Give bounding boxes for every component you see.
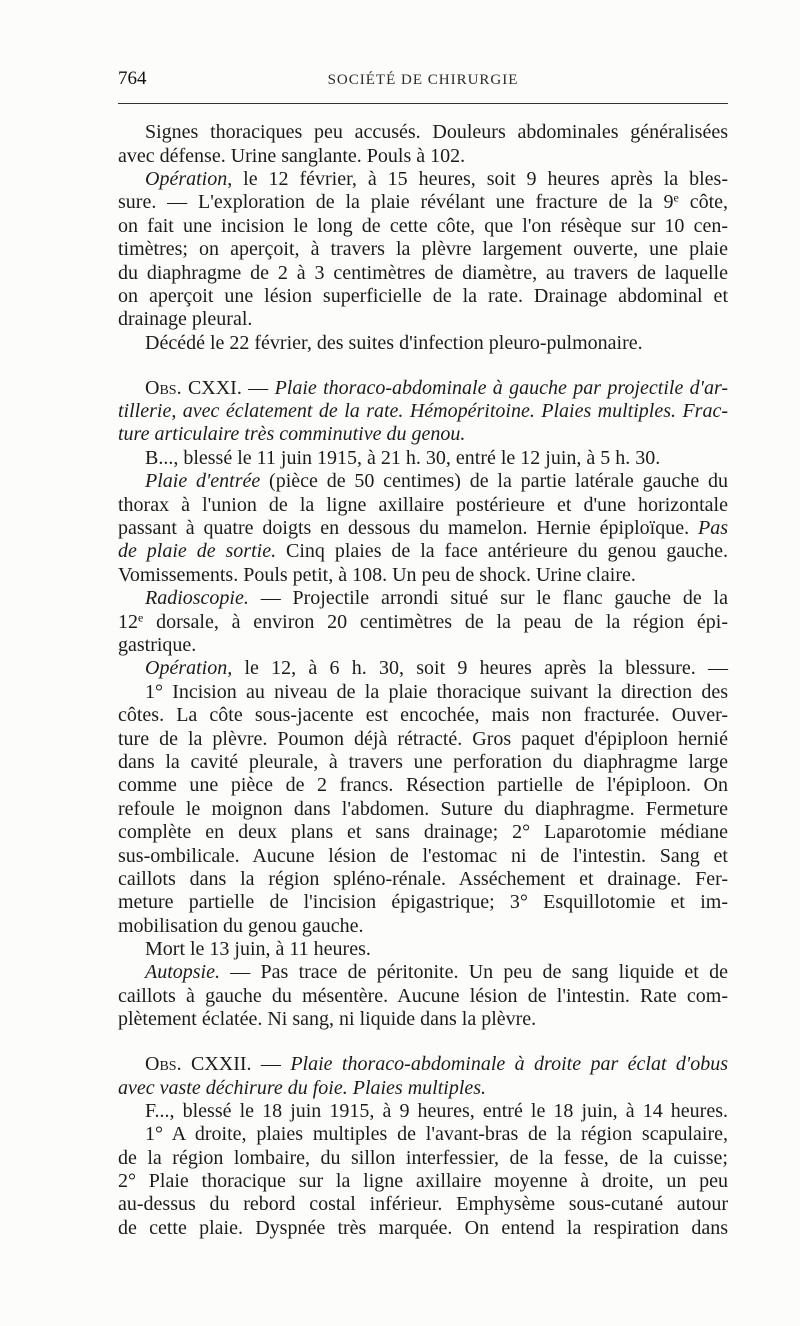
text-line — [118, 1053, 728, 1076]
text-line: Signes thoraciques peu accusés. Douleurs abdominales généralisées — [145, 121, 728, 144]
text-line: plètement éclatée. Ni sang, ni liquide dans la plèvre. — [118, 1008, 537, 1031]
paragraph — [118, 961, 728, 1031]
italic-text: de plaie de sortie. — [118, 540, 277, 563]
text-line: thorax à l'union de la ligne axillaire postérieure et d'une horizontale — [118, 493, 728, 516]
paragraph — [118, 121, 728, 168]
text-line: au-dessus du rebord costal inférieur. Emphysème sous-cutané autour — [118, 1193, 728, 1216]
observation-heading — [118, 1053, 728, 1100]
text-line — [118, 168, 728, 191]
text-line: on fait une incision le long de cette côte, que l'on résèque sur 10 cen- — [118, 214, 728, 237]
text-line: de cette plaie. Dyspnée très marquée. On entend la respiration dans — [118, 1216, 728, 1239]
text-run: , le 12 février, à 15 heures, soit 9 heures après la bles- — [227, 168, 728, 191]
text-line: complète en deux plans et sans drainage; 2° Laparotomie médiane — [118, 821, 728, 844]
text-line: ture de la plèvre. Poumon déjà rétracté. Gros paquet d'épiploon hernié — [118, 727, 728, 750]
text-line: refoule le moignon dans l'abdomen. Suture du diaphragme. Fermeture — [118, 797, 728, 820]
text-line — [118, 191, 728, 214]
paragraph — [118, 681, 728, 938]
text-line — [118, 423, 728, 446]
text-line: dans la cavité pleurale, à travers une perforation du diaphragme large — [118, 750, 728, 773]
superscript-text: e — [138, 610, 144, 625]
italic-text: ture articulaire très comminutive du genou. — [118, 423, 466, 446]
italic-text: tillerie, avec éclatement de la rate. Hémopéritoine. Plaies multiples. Frac- — [118, 400, 728, 423]
running-title: SOCIÉTÉ DE CHIRURGIE — [327, 72, 519, 88]
text-line: meture partielle de l'incision épigastrique; 3° Esquillotomie et im- — [118, 891, 728, 914]
text-line: mobilisation du genou gauche. — [118, 914, 364, 937]
small-caps-text: Obs. — [145, 1053, 182, 1076]
text-run: CXXII. — — [181, 1053, 291, 1076]
text-line — [118, 400, 728, 423]
paragraph — [118, 938, 728, 961]
italic-text: Plaie thoraco-abdominale à gauche par projectile d'ar- — [274, 376, 729, 399]
observation-section — [118, 377, 728, 1032]
italic-text: Autopsie. — [145, 961, 220, 984]
text-run: Cinq plaies de la face antérieure du genou gauche. — [276, 540, 728, 563]
italic-text: Radioscopie. — [145, 587, 249, 610]
paragraph — [118, 332, 728, 355]
observation-heading — [118, 377, 728, 447]
text-line: Mort le 13 juin, à 11 heures. — [145, 938, 371, 961]
text-run: CXXI. — — [181, 376, 275, 399]
text-run: — Projectile arrondi situé sur le flanc gauche de la — [248, 587, 728, 610]
paragraph — [118, 168, 728, 332]
paragraph — [118, 470, 728, 587]
text-line — [118, 517, 728, 540]
italic-text: Opération, — [145, 657, 233, 680]
text-line — [118, 470, 728, 493]
italic-text: Plaie thoraco-abdominale à droite par éclat d'obus — [290, 1053, 728, 1076]
text-line — [118, 611, 728, 634]
text-line: de la région lombaire, du sillon interfessier, de la fesse, de la cuisse; — [118, 1146, 728, 1169]
observation-section — [118, 1053, 728, 1240]
text-run: côte, — [678, 191, 729, 214]
text-line: côtes. La côte sous-jacente est encochée, mais non fracturée. Ouver- — [118, 704, 728, 727]
paragraph — [118, 1123, 728, 1240]
text-column — [118, 121, 728, 1240]
header-rule — [118, 103, 728, 104]
paragraph — [118, 1100, 728, 1123]
text-line: du diaphragme de 2 à 3 centimètres de diamètre, au travers de laquelle — [118, 261, 728, 284]
text-run: sure. — L'exploration de la plaie révélant une fracture de la 9 — [118, 191, 674, 214]
text-line — [118, 540, 728, 563]
superscript-text: e — [673, 190, 679, 205]
text-line: caillots dans la région spléno-rénale. Asséchement et drainage. Fer- — [118, 867, 728, 890]
text-run: 12 — [118, 610, 138, 633]
text-line: 1° Incision au niveau de la plaie thoracique suivant la direction des — [145, 680, 728, 703]
italic-text: avec vaste déchirure du foie. Plaies multiples. — [118, 1076, 487, 1099]
text-run: (pièce de 50 centimes) de la partie latérale gauche du — [260, 470, 728, 493]
text-line: sus-ombilicale. Aucune lésion de l'estomac ni de l'intestin. Sang et — [118, 844, 728, 867]
text-run: passant à quatre doigts en dessous du mamelon. Hernie épiploïque. — [118, 517, 698, 540]
italic-text: Opération — [145, 168, 228, 191]
text-line — [118, 961, 728, 984]
text-run: le 12, à 6 h. 30, soit 9 heures après la blessure. — — [232, 657, 728, 680]
text-run: dorsale, à environ 20 centimètres de la peau de la région épi- — [143, 610, 728, 633]
text-line: gastrique. — [118, 634, 197, 656]
italic-text: Pas — [698, 517, 728, 540]
paragraph — [118, 447, 728, 470]
text-line: 1° A droite, plaies multiples de l'avant-bras de la région scapulaire, — [145, 1123, 728, 1146]
text-line: comme une pièce de 2 francs. Résection partielle de l'épiploon. On — [118, 774, 728, 797]
text-line: avec défense. Urine sanglante. Pouls à 102. — [118, 144, 466, 167]
text-line — [118, 377, 728, 400]
text-line: caillots à gauche du mésentère. Aucune lésion de l'intestin. Rate com- — [118, 984, 728, 1007]
text-run: — Pas trace de péritonite. Un peu de sang liquide et de — [220, 961, 728, 984]
text-line: F..., blessé le 18 juin 1915, à 9 heures, entré le 18 juin, à 14 heures. — [145, 1099, 728, 1122]
text-line — [118, 587, 728, 610]
text-line — [118, 1077, 728, 1100]
page-number: 764 — [118, 68, 147, 89]
text-line: 2° Plaie thoracique sur la ligne axillaire moyenne à droite, un peu — [118, 1170, 728, 1193]
text-line: drainage pleural. — [118, 308, 253, 331]
small-caps-text: Obs. — [145, 376, 182, 399]
text-line: Vomissements. Pouls petit, à 108. Un peu de shock. Urine claire. — [118, 563, 636, 586]
text-line: B..., blessé le 11 juin 1915, à 21 h. 30, entré le 12 juin, à 5 h. 30. — [145, 446, 661, 469]
text-line: timètres; on aperçoit, à travers la plèvre largement ouverte, une plaie — [118, 238, 728, 261]
paragraph — [118, 587, 728, 657]
text-line: Décédé le 22 février, des suites d'infection pleuro-pulmonaire. — [145, 331, 643, 354]
text-line — [118, 657, 728, 680]
text-line: on aperçoit une lésion superficielle de la rate. Drainage abdominal et — [118, 285, 728, 308]
text-section — [118, 121, 728, 355]
paragraph — [118, 657, 728, 680]
italic-text: Plaie d'entrée — [145, 470, 261, 493]
